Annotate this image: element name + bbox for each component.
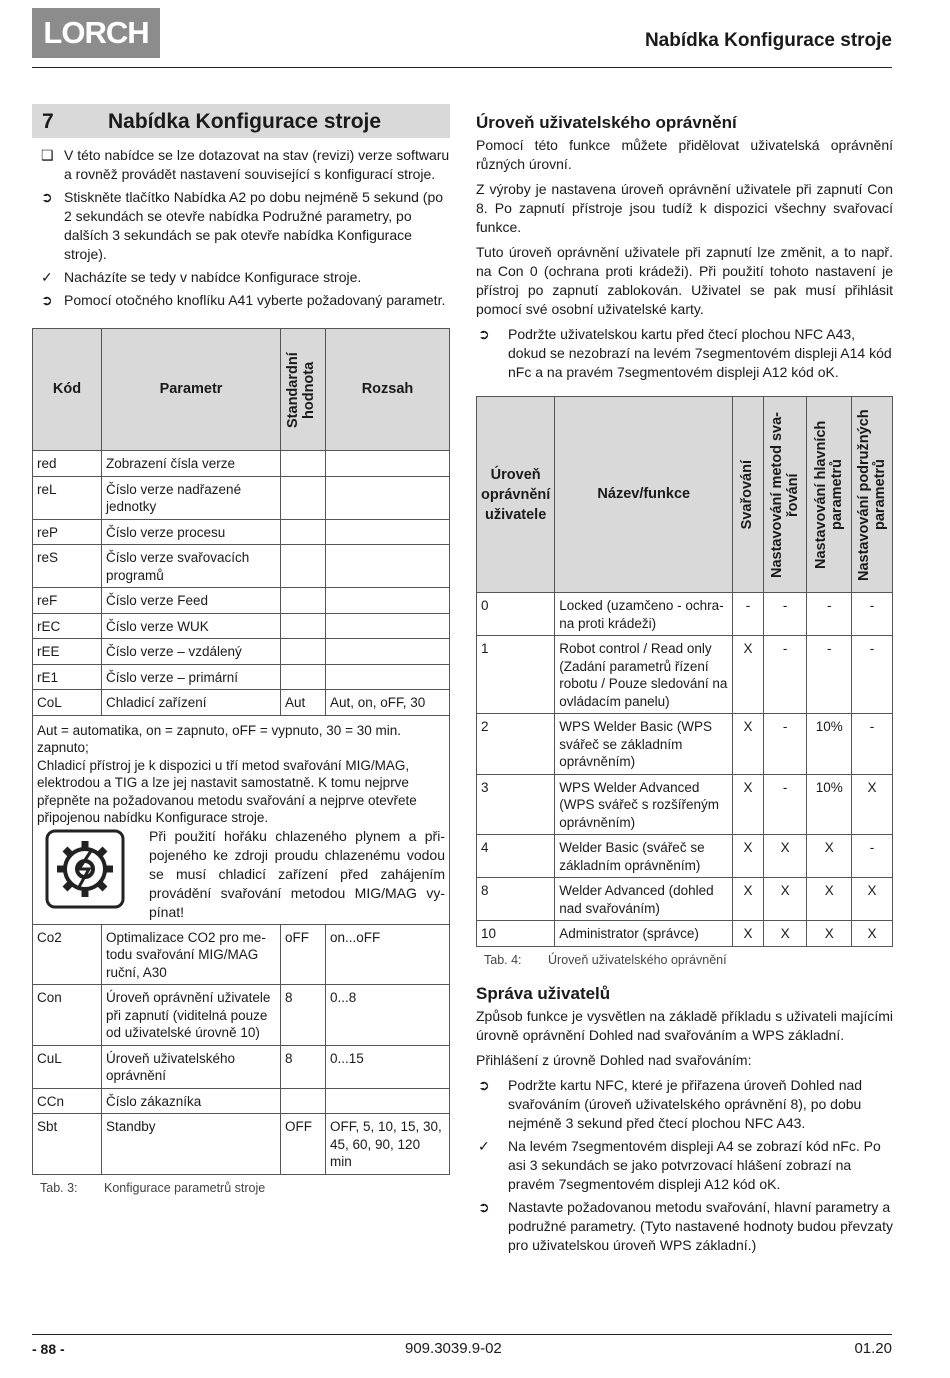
table-cell: - [852, 835, 893, 878]
auth-paragraph: Tuto úroveň oprávnění uživatele při zapnutí lze změnit, a to např. na Con 0 (ochrana proti krádeži). Při použití tohoto nastavení je přístroj po zapnutí zablokován. Uživatel se pak musí přihlásit pomocí své osobní uživatelské karty. [476, 244, 893, 317]
users-paragraph: Přihlášení z úrovně Dohled nad svařováním: [476, 1051, 752, 1068]
table-cell: WPS Welder Advanced (WPS svářeč s rozšířeným oprávněním) [555, 774, 733, 835]
table-cell: X [807, 921, 852, 947]
table-cell: 8 [281, 985, 326, 1046]
table-cell: - [763, 774, 807, 835]
table-cell: OFF [281, 1114, 326, 1175]
table-cell: 10% [807, 714, 852, 775]
table-cell: 10% [807, 774, 852, 835]
list-item: ✓ Na levém 7segmentovém displeji A4 se zobrazí kód nFc. Po asi 3 sekundách se jako potvrzovací hlášení zobrazí na pravém 7segmentovém displeji A12 kód oK. [478, 1137, 881, 1192]
table-cell: X [763, 835, 807, 878]
table-cell: 1 [477, 636, 555, 714]
table-row [33, 690, 450, 716]
right-column [476, 113, 893, 1259]
table-cell: Locked (uzamčeno - ochrana proti krádeži) [555, 593, 733, 636]
table-cell [281, 664, 326, 690]
table-cell: Číslo verze procesu [102, 519, 281, 545]
table-cell [326, 639, 450, 665]
table-cell [281, 639, 326, 665]
table-cell: Welder Basic (svářeč se základním oprávněním) [555, 835, 733, 878]
list-item: ➲ Stiskněte tlačítko Nabídka A2 po dobu nejméně 5 sekund (po 2 sekundách se otevře nabídka Podružné parametry, po dalších 3 sekundách se pak otevře nabídka Konfigurace stroje). [32, 188, 450, 264]
table-cell: Číslo verze nadřazené jednotky [102, 476, 281, 519]
table-cell: Číslo verze WUK [102, 613, 281, 639]
table-cell: Číslo verze svařovacích programů [102, 545, 281, 588]
table-cell: red [33, 451, 102, 477]
table-row [477, 878, 893, 921]
table-row [33, 1088, 450, 1114]
table-cell: - [763, 593, 807, 636]
list-item: ➲ Podržte kartu NFC, které je přiřazena úroveň Dohled nad svařováním (úroveň uživatelského oprávnění 8), po dobu nejméně 3 sekund před čtecí plochou NFC A43. [478, 1076, 863, 1131]
table-cell: 0 [477, 593, 555, 636]
table-cell: rE1 [33, 664, 102, 690]
table-row [33, 451, 450, 477]
table-cell: 4 [477, 835, 555, 878]
user-levels-table [476, 396, 893, 947]
table-row [477, 714, 893, 775]
table-cell: 8 [281, 1045, 326, 1088]
table-cell [326, 613, 450, 639]
table-cell: 0...8 [326, 985, 450, 1046]
section-number: 7 [42, 109, 54, 133]
page-number: - 88 - [32, 1341, 65, 1357]
table-cell: Aut, on, oFF, 30 [326, 690, 450, 716]
header-title: Nabídka Konfigurace stroje [644, 30, 892, 51]
table-cell: - [763, 714, 807, 775]
table-header-welding: Svařování [733, 397, 764, 593]
table-cell: X [807, 878, 852, 921]
table-row [33, 476, 450, 519]
arrow-bullet-icon: ➲ [478, 1076, 490, 1093]
table4-caption: Tab. 4: Úroveň uživatelského oprávnění [484, 952, 727, 967]
table-row [33, 924, 450, 985]
table-cell: reP [33, 519, 102, 545]
table-cell: - [733, 593, 764, 636]
section-heading [32, 104, 450, 138]
table-cell: Sbt [33, 1114, 102, 1175]
header-divider [32, 67, 892, 68]
table-cell: reL [33, 476, 102, 519]
table-cell: Číslo zákazníka [102, 1088, 281, 1114]
table-cell [326, 519, 450, 545]
table-cell [281, 613, 326, 639]
table-row [33, 519, 450, 545]
table-cell: X [733, 714, 764, 775]
checkbox-bullet-icon: ❑ [41, 147, 54, 163]
table-cell: Úroveň uživatelského oprávnění [102, 1045, 281, 1088]
table-row [477, 636, 893, 714]
table-row [33, 545, 450, 588]
auth-paragraph: Z výroby je nastavena úroveň oprávnění uživatele při zapnutí Con 8. Po zapnutí přístroje jsou tudíž k dispozici všechny svařovací funkce. [476, 181, 893, 235]
table-cell: rEC [33, 613, 102, 639]
table-cell: Con [33, 985, 102, 1046]
table-cell: X [763, 878, 807, 921]
table-header-parameter: Parametr [102, 329, 281, 451]
table-row [33, 1114, 450, 1175]
table-header-main-params: Nastavování hlavních parametrů [807, 397, 852, 593]
table-header-code: Kód [33, 329, 102, 451]
document-number: 909.3039.9-02 [405, 1340, 502, 1357]
table-cell: CuL [33, 1045, 102, 1088]
auth-heading: Úroveň uživatelského oprávnění [476, 113, 737, 132]
table-cell [281, 476, 326, 519]
table-cell: - [807, 593, 852, 636]
table-header-name: Název/funkce [555, 397, 733, 593]
table-cell: on...oFF [326, 924, 450, 985]
arrow-bullet-icon: ➲ [41, 189, 53, 205]
table-cell: 0...15 [326, 1045, 450, 1088]
table-cell [326, 588, 450, 614]
table-cell: X [733, 774, 764, 835]
table-cell: Úroveň oprávnění uživatele při zapnutí (viditelná pouze od uživatelské úrovně 10) [102, 985, 281, 1046]
table-cell [281, 588, 326, 614]
table-cell: rEE [33, 639, 102, 665]
footer-divider [32, 1334, 892, 1335]
list-item: ✓ Nacházíte se tedy v nabídce Konfigurace stroje. [32, 268, 450, 287]
table-cell: WPS Welder Basic (WPS svářeč se základním oprávněním) [555, 714, 733, 775]
table-cell: Standby [102, 1114, 281, 1175]
table-cell: Číslo verze – vzdálený [102, 639, 281, 665]
table-cell: reS [33, 545, 102, 588]
list-item: ➲ Podržte uživatelskou kartu před čtecí plochou NFC A43, dokud se nezobrazí na levém 7segmentovém displeji A14 kód nFc a na pravém 7segmentovém displeji A12 kód oK. [478, 326, 892, 380]
list-item: ❑ V této nabídce se lze dotazovat na stav (revizi) verze softwaru a rovněž provádět nastavení související s konfigurací stroje. [32, 146, 450, 184]
table-cell: - [852, 714, 893, 775]
config-parameters-table [32, 328, 450, 1175]
arrow-bullet-icon: ➲ [41, 292, 53, 308]
table-row [477, 835, 893, 878]
table-cell: X [763, 921, 807, 947]
table-row [477, 593, 893, 636]
table-cell [326, 476, 450, 519]
table-header-default: Standardní hodnota [281, 329, 326, 451]
table-cell: X [733, 835, 764, 878]
table-cell [281, 1088, 326, 1114]
arrow-bullet-icon: ➲ [478, 326, 490, 342]
users-paragraph: Způsob funkce je vysvětlen na základě příkladu s uživateli majícími úrovně oprávnění Dohled nad svařováním a WPS základní. [476, 1007, 893, 1043]
table-cell: OFF, 5, 10, 15, 30, 45, 60, 90, 120 min [326, 1114, 450, 1175]
table-cell [326, 1088, 450, 1114]
left-column [32, 104, 450, 1198]
table-cell: - [852, 593, 893, 636]
table-cell: Číslo verze Feed [102, 588, 281, 614]
table-cell: X [733, 921, 764, 947]
table-row [33, 985, 450, 1046]
table-cell: X [733, 878, 764, 921]
table-cell: Robot control / Read only (Zadání parametrů řízení robotu / Pouze sledování na ovládacím panelu) [555, 636, 733, 714]
table-cell: Co2 [33, 924, 102, 985]
table-header-level: Úroveň oprávnění uživatele [477, 397, 555, 593]
table-cell: 3 [477, 774, 555, 835]
table-cell: - [852, 636, 893, 714]
table-cell: Číslo verze – primární [102, 664, 281, 690]
table-row [33, 613, 450, 639]
table-row [33, 639, 450, 665]
lorch-logo: LORCH [32, 8, 160, 58]
table-row [33, 1045, 450, 1088]
list-item: ➲ Pomocí otočného knoflíku A41 vyberte požadovaný parametr. [32, 291, 450, 310]
warning-block [37, 827, 445, 922]
table-row [33, 664, 450, 690]
checkmark-bullet-icon: ✓ [41, 269, 53, 285]
table-cell [281, 451, 326, 477]
gear-settings-icon [45, 829, 125, 909]
document-date: 01.20 [854, 1340, 892, 1357]
table-cell [281, 545, 326, 588]
table-cell: - [763, 636, 807, 714]
table-cell: Administrator (správce) [555, 921, 733, 947]
arrow-bullet-icon: ➲ [478, 1198, 490, 1215]
table-cell: X [733, 636, 764, 714]
auth-paragraph: Pomocí této funkce můžete přidělovat uživatelská oprávnění různých úrovní. [476, 137, 893, 172]
table-cell: X [852, 774, 893, 835]
table-cell: 2 [477, 714, 555, 775]
table-cell: Chladicí zařízení [102, 690, 281, 716]
table-row [477, 921, 893, 947]
list-item: ➲ Nastavte požadovanou metodu svařování, hlavní parametry a podružné parametry. (Tyto nastavené hodnoty budou převzaty pro uživatelskou úroveň WPS základní.) [478, 1198, 893, 1253]
table-cell: X [852, 921, 893, 947]
table-header-sub-params: Nastavování podružných parametrů [852, 397, 893, 593]
table-cell [326, 545, 450, 588]
warning-text: Při použití hořáku chlazeného plynem a připojeného ke zdroji proudu chlazenému vodou se musí chladicí zařízení před zahájením provádění svařování metodou MIG/MAG vypínat! [149, 827, 445, 920]
table-cell: Welder Advanced (dohled nad svařováním) [555, 878, 733, 921]
cooling-note: Aut = automatika, on = zapnuto, oFF = vypnuto, 30 = 30 min. zapnuto; Chladicí přístroj je k dispozici u tří metod svařování MIG/MAG, elektrodou a TIG a lze jej nastavit samostatně. K tomu nejprve přepněte na požadovanou metodu svařování a nejprve otevřete připojenou nabídku Konfigurace stroje. Při použití hořáku chlazeného plynem a připojeného ke zdroji proudu chlazenému vodou se musí chladicí zařízení před zahájením provádění svařování metodou MIG/MAG vypínat! [33, 715, 450, 924]
table-cell: Zobrazení čísla verze [102, 451, 281, 477]
table-cell: 8 [477, 878, 555, 921]
table-row [33, 588, 450, 614]
table-cell: CoL [33, 690, 102, 716]
table-cell [326, 664, 450, 690]
checkmark-bullet-icon: ✓ [478, 1137, 490, 1154]
table-cell: Optimalizace CO2 pro metodu svařování MIG/MAG ruční, A30 [102, 924, 281, 985]
table-cell: oFF [281, 924, 326, 985]
table-cell [281, 519, 326, 545]
table-cell: - [807, 636, 852, 714]
table-cell [326, 451, 450, 477]
table-cell: 10 [477, 921, 555, 947]
table-cell: reF [33, 588, 102, 614]
table-cell: CCn [33, 1088, 102, 1114]
section-title: Nabídka Konfigurace stroje [108, 109, 382, 133]
users-heading: Správa uživatelů [476, 983, 611, 1003]
table-cell: X [807, 835, 852, 878]
table-cell: Aut [281, 690, 326, 716]
table3-caption: Tab. 3: Konfigurace parametrů stroje [40, 1180, 266, 1195]
table-header-range: Rozsah [326, 329, 450, 451]
table-row [477, 774, 893, 835]
table-header-methods: Nastavování metod svařování [763, 397, 807, 593]
table-cell: X [852, 878, 893, 921]
